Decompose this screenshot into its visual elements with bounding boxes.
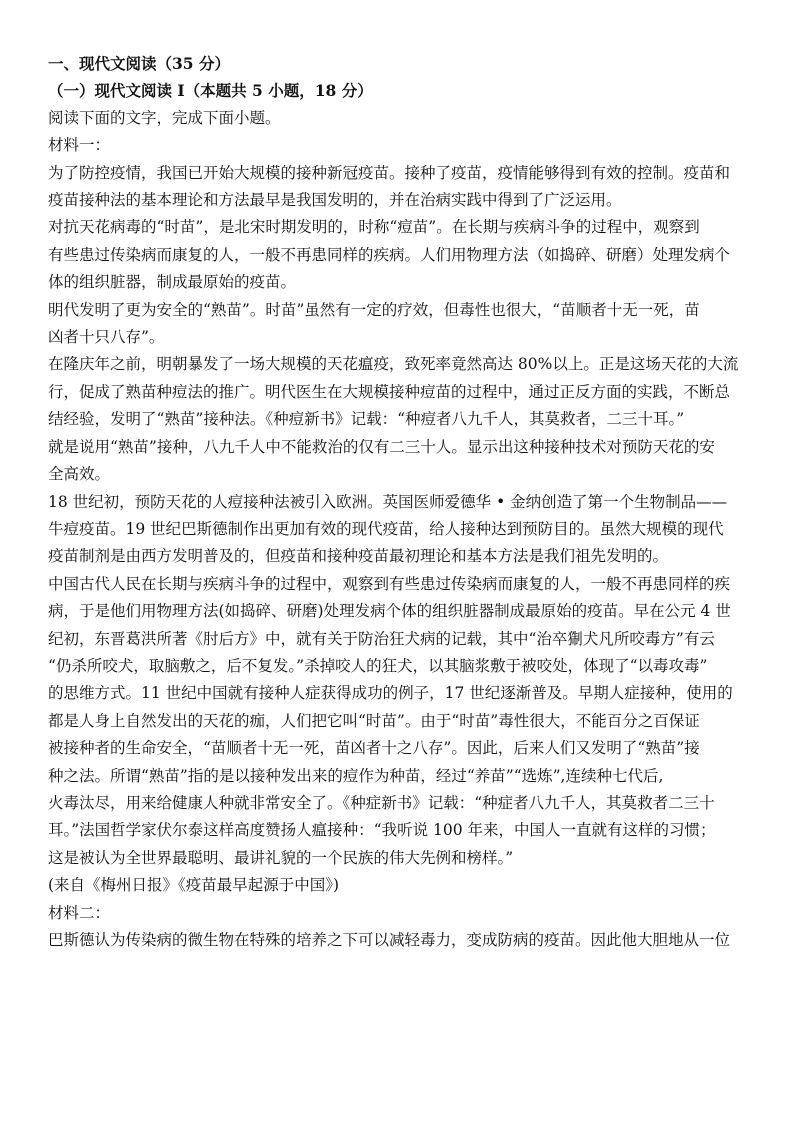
text-line: “仍杀所咬犬，取脑敷之，后不复发。”杀掉咬人的狂犬，以其脑浆敷于被咬处，体现了“以毒攻毒” [48,656,708,675]
material2-label: 材料二： [48,903,111,922]
text-line: 全高效。 [48,465,111,484]
text-line: 行，促成了熟苗种痘法的推广。明代医生在大规模接种痘苗的过程中，通过正反方面的实践，不断总 [48,382,731,401]
text-line: 这是被认为全世界最聪明、最讲礼貌的一个民族的伟大先例和榜样。” [48,848,514,867]
material2-body [48,927,758,954]
text-line: 有些患过传染病而康复的人，一般不再患同样的疾病。人们用物理方法（如捣碎、研磨）处理发病个 [48,245,731,264]
text-line: 结经验，发明了“熟苗”接种法。《种痘新书》记载：“种痘者八九千人，其莫救者，二三十耳。” [48,410,685,429]
text-line: 为了防控疫情，我国已开始大规模的接种新冠疫苗。接种了疫苗，疫情能够得到有效的控制。疫苗和 [48,163,731,182]
text-line: 纪初，东晋葛洪所著《肘后方》中，就有关于防治狂犬病的记载，其中“治卒猘犬凡所咬毒方”有云 [48,629,715,648]
text-line: 病，于是他们用物理方法(如捣碎、研磨)处理发病个体的组织脏器制成最原始的疫苗。早在公元 4 世 [48,602,731,621]
section-heading: 一、现代文阅读（35 分） [48,54,230,73]
text-line: 体的组织脏器，制成最原始的疫苗。 [48,273,297,292]
text-line: 中国古代人民在长期与疾病斗争的过程中，观察到有些患过传染病而康复的人，一般不再患同样的疾 [48,574,731,593]
document-page [48,44,758,954]
source-citation: (来自《梅州日报》《疫苗最早起源于中国》) [48,876,340,895]
text-line: 在隆庆年之前，明朝暴发了一场大规模的天花瘟疫，致死率竟然高达 80%以上。正是这场天花的大流 [48,355,739,374]
material1-body [48,160,758,873]
text-line: 巴斯德认为传染病的微生物在特殊的培养之下可以减轻毒力，变成防病的疫苗。因此他大胆地从一位 [48,931,731,949]
text-line: 疫苗接种法的基本理论和方法最早是我国发明的，并在治病实践中得到了广泛运用。 [48,191,622,210]
text-line: 疫苗制剂是由西方发明普及的，但疫苗和接种疫苗最初理论和基本方法是我们祖先发明的。 [48,547,669,566]
text-line: 凶者十只八存”。 [48,328,165,347]
text-line: 对抗天花病毒的“时苗”，是北宋时期发明的，时称“痘苗”。在长期与疾病斗争的过程中，观察到 [48,218,700,237]
text-line: 种之法。所谓“熟苗”指的是以接种发出来的痘作为种苗，经过“养苗”“选炼”,连续种七代后, [48,766,664,785]
text-line: 耳。”法国哲学家伏尔泰这样高度赞扬人瘟接种：“我听说 100 年来，中国人一直就有这样的习惯； [48,821,716,840]
text-line: 被接种者的生命安全，“苗顺者十无一死，苗凶者十之八存”。因此，后来人们又发明了“熟苗”接 [48,739,700,758]
text-line: 牛痘疫苗。19 世纪巴斯德制作出更加有效的现代疫苗，给人接种达到预防目的。虽然大规模的现代 [48,519,724,538]
text-line: 火毒汰尽，用来给健康人种就非常安全了。《种症新书》记载：“种症者八九千人，其莫救者二三十 [48,793,715,812]
text-line: 就是说用“熟苗”接种，八九千人中不能救治的仅有二三十人。显示出这种接种技术对预防天花的安 [48,437,715,456]
subsection-heading: （一）现代文阅读 I（本题共 5 小题，18 分） [48,81,373,101]
text-line: 的思维方式。11 世纪中国就有接种人症获得成功的例子，17 世纪逐渐普及。早期人症接种，使用的 [48,684,733,703]
text-line: 明代发明了更为安全的“熟苗”。时苗”虽然有一定的疗效，但毒性也很大，“苗顺者十无一死，苗 [48,300,700,319]
text-line: 18 世纪初，预防天花的人痘接种法被引入欧洲。英国医师爱德华 • 金纳创造了第一个生物制品—— [48,492,728,511]
instruction-text: 阅读下面的文字，完成下面小题。 [48,108,281,127]
material1-label: 材料一： [48,136,111,155]
text-line: 都是人身上自然发出的天花的痂，人们把它叫“时苗”。由于“时苗”毒性很大，不能百分之百保证 [48,711,700,730]
